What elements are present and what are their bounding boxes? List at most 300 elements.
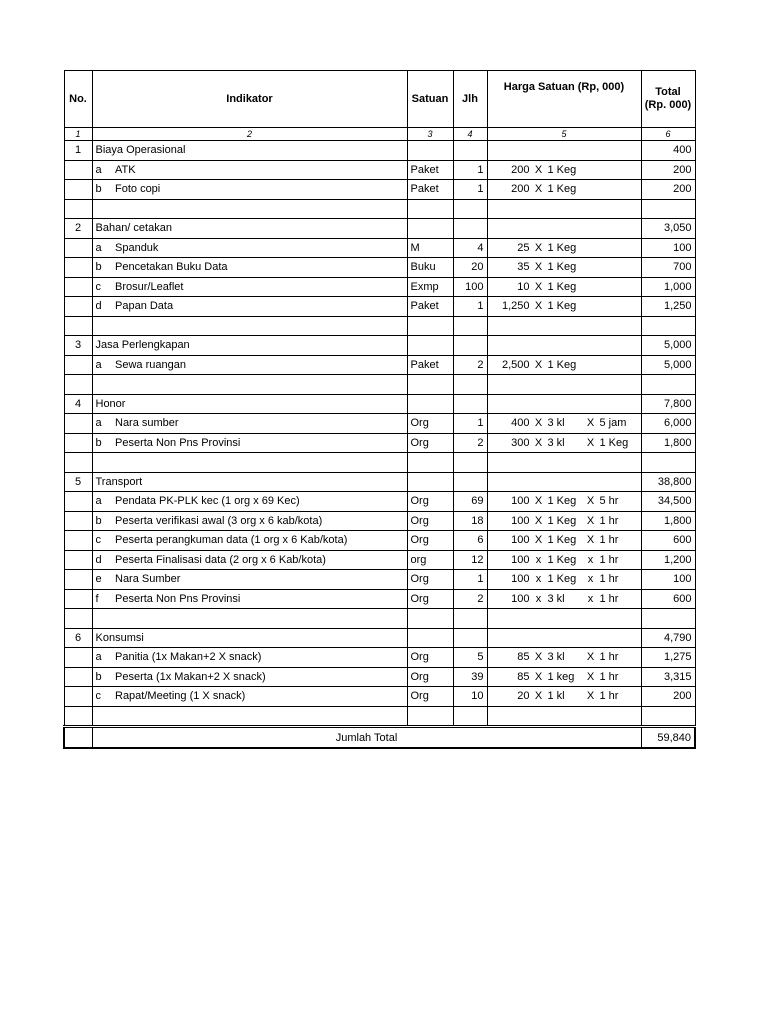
number-cell <box>64 258 92 278</box>
category-row <box>64 336 695 356</box>
item-row <box>64 667 695 687</box>
item-multiplier-2: x <box>587 592 594 605</box>
item-multiplier-2: X <box>586 514 595 527</box>
item-satuan: Paket <box>407 180 453 200</box>
category-total: 4,790 <box>641 628 695 648</box>
category-row <box>64 219 695 239</box>
item-harga-satuan <box>487 258 641 278</box>
colnum-3: 3 <box>407 128 453 141</box>
item-total: 6,000 <box>641 414 695 434</box>
item-total: 1,000 <box>641 277 695 297</box>
category-name: Honor <box>92 394 407 414</box>
item-price: 85 <box>517 651 530 664</box>
item-total: 1,250 <box>641 297 695 317</box>
item-letter: d <box>92 550 112 570</box>
item-name: Nara sumber <box>112 414 407 434</box>
item-duration: 1 Keg <box>599 436 629 449</box>
blank-cell <box>407 609 453 629</box>
item-satuan: Paket <box>407 160 453 180</box>
item-multiplier: X <box>534 163 543 176</box>
item-jlh: 20 <box>453 258 487 278</box>
item-harga-satuan <box>487 355 641 375</box>
item-duration: 1 hr <box>599 690 619 703</box>
item-multiplier: X <box>534 690 543 703</box>
harga-cell <box>487 219 641 239</box>
item-multiplier: x <box>535 553 542 566</box>
jlh-cell <box>453 336 487 356</box>
item-duration: 1 hr <box>599 534 619 547</box>
item-quantity: 1 Keg <box>547 280 577 293</box>
colnum-6: 6 <box>641 128 695 141</box>
category-name: Konsumsi <box>92 628 407 648</box>
item-multiplier-2: X <box>586 436 595 449</box>
item-letter: b <box>92 433 112 453</box>
number-cell <box>64 667 92 687</box>
item-multiplier: X <box>534 261 543 274</box>
item-price: 1,250 <box>501 300 530 313</box>
jlh-cell <box>453 219 487 239</box>
item-quantity: 1 Keg <box>547 261 577 274</box>
item-total: 1,275 <box>641 648 695 668</box>
item-jlh: 4 <box>453 238 487 258</box>
blank-row <box>64 375 695 395</box>
item-duration: 1 hr <box>599 670 619 683</box>
blank-cell <box>407 706 453 727</box>
blank-cell <box>64 609 92 629</box>
item-multiplier-2: X <box>586 417 595 430</box>
blank-row <box>64 706 695 727</box>
item-harga-satuan <box>487 297 641 317</box>
item-jlh: 18 <box>453 511 487 531</box>
category-number: 3 <box>64 336 92 356</box>
item-name: Peserta Non Pns Provinsi <box>112 433 407 453</box>
item-letter: c <box>92 531 112 551</box>
item-name: Brosur/Leaflet <box>112 277 407 297</box>
item-row <box>64 550 695 570</box>
harga-cell <box>487 628 641 648</box>
item-satuan: Buku <box>407 258 453 278</box>
header-no: No. <box>64 71 92 128</box>
table-body <box>64 141 695 727</box>
item-price: 100 <box>511 553 530 566</box>
number-cell <box>64 687 92 707</box>
item-satuan: Org <box>407 492 453 512</box>
category-number: 6 <box>64 628 92 648</box>
item-duration: 1 hr <box>599 553 619 566</box>
harga-cell <box>487 141 641 161</box>
item-letter: b <box>92 511 112 531</box>
blank-cell <box>453 609 487 629</box>
category-total: 3,050 <box>641 219 695 239</box>
grand-total-label: Jumlah Total <box>92 727 641 749</box>
item-harga-satuan <box>487 589 641 609</box>
item-duration: 1 hr <box>599 651 619 664</box>
item-multiplier-2: x <box>587 573 594 586</box>
item-name: Foto copi <box>112 180 407 200</box>
blank-cell <box>64 453 92 473</box>
item-multiplier-2: X <box>586 670 595 683</box>
number-cell <box>64 414 92 434</box>
item-multiplier: x <box>535 573 542 586</box>
number-cell <box>64 160 92 180</box>
item-jlh: 2 <box>453 589 487 609</box>
number-cell <box>64 180 92 200</box>
item-multiplier-2: X <box>586 651 595 664</box>
total-spacer-cell <box>64 727 92 749</box>
item-quantity: 1 Keg <box>547 534 577 547</box>
item-satuan: Org <box>407 414 453 434</box>
blank-cell <box>64 706 92 727</box>
item-multiplier-2: X <box>586 495 595 508</box>
item-letter: c <box>92 277 112 297</box>
category-row <box>64 394 695 414</box>
item-jlh: 12 <box>453 550 487 570</box>
number-cell <box>64 570 92 590</box>
item-multiplier: x <box>535 592 542 605</box>
item-name: Pendata PK-PLK kec (1 org x 69 Kec) <box>112 492 407 512</box>
item-multiplier: X <box>534 417 543 430</box>
item-harga-satuan <box>487 238 641 258</box>
item-quantity: 1 Keg <box>547 241 577 254</box>
item-price: 300 <box>511 436 530 449</box>
jlh-cell <box>453 472 487 492</box>
item-jlh: 39 <box>453 667 487 687</box>
item-letter: d <box>92 297 112 317</box>
blank-cell <box>641 609 695 629</box>
blank-cell <box>641 706 695 727</box>
jlh-cell <box>453 628 487 648</box>
item-name: ATK <box>112 160 407 180</box>
item-letter: f <box>92 589 112 609</box>
header-row <box>64 71 695 128</box>
item-letter: b <box>92 180 112 200</box>
item-row <box>64 570 695 590</box>
blank-cell <box>407 199 453 219</box>
blank-cell <box>453 316 487 336</box>
item-row <box>64 160 695 180</box>
item-total: 200 <box>641 180 695 200</box>
item-satuan: Org <box>407 570 453 590</box>
item-name: Peserta verifikasi awal (3 org x 6 kab/kota) <box>112 511 407 531</box>
item-quantity: 1 Keg <box>547 163 577 176</box>
item-multiplier: X <box>534 358 543 371</box>
item-quantity: 1 Keg <box>547 514 577 527</box>
item-name: Spanduk <box>112 238 407 258</box>
item-name: Rapat/Meeting (1 X snack) <box>112 687 407 707</box>
item-satuan: Paket <box>407 297 453 317</box>
header-satuan: Satuan <box>407 71 453 128</box>
item-jlh: 1 <box>453 180 487 200</box>
category-name: Biaya Operasional <box>92 141 407 161</box>
header-jlh: Jlh <box>453 71 487 128</box>
item-multiplier: X <box>534 670 543 683</box>
header-total: Total (Rp. 000) <box>641 71 695 128</box>
blank-cell <box>92 316 407 336</box>
item-price: 10 <box>517 280 530 293</box>
item-duration: 5 hr <box>599 495 619 508</box>
number-cell <box>64 550 92 570</box>
category-total: 400 <box>641 141 695 161</box>
category-number: 2 <box>64 219 92 239</box>
item-duration: 1 hr <box>599 514 619 527</box>
item-harga-satuan <box>487 160 641 180</box>
item-letter: a <box>92 648 112 668</box>
item-duration: 1 hr <box>599 592 619 605</box>
item-row <box>64 648 695 668</box>
colnum-1: 1 <box>64 128 92 141</box>
blank-row <box>64 609 695 629</box>
blank-cell <box>487 609 641 629</box>
item-multiplier: X <box>534 241 543 254</box>
item-quantity: 3 kl <box>547 436 565 449</box>
item-harga-satuan <box>487 687 641 707</box>
item-total: 700 <box>641 258 695 278</box>
item-name: Papan Data <box>112 297 407 317</box>
item-harga-satuan <box>487 570 641 590</box>
item-row <box>64 355 695 375</box>
blank-cell <box>453 375 487 395</box>
item-letter: a <box>92 238 112 258</box>
item-harga-satuan <box>487 667 641 687</box>
satuan-cell <box>407 219 453 239</box>
blank-cell <box>407 453 453 473</box>
item-harga-satuan <box>487 433 641 453</box>
item-harga-satuan <box>487 180 641 200</box>
item-quantity: 1 kl <box>547 690 565 703</box>
blank-cell <box>92 199 407 219</box>
item-jlh: 2 <box>453 355 487 375</box>
jlh-cell <box>453 394 487 414</box>
item-multiplier-2: X <box>586 690 595 703</box>
item-quantity: 1 Keg <box>547 183 577 196</box>
item-letter: a <box>92 160 112 180</box>
category-name: Transport <box>92 472 407 492</box>
item-quantity: 1 Keg <box>547 553 577 566</box>
header-indikator: Indikator <box>92 71 407 128</box>
jlh-cell <box>453 141 487 161</box>
item-price: 20 <box>517 690 530 703</box>
item-jlh: 1 <box>453 297 487 317</box>
item-multiplier: X <box>534 300 543 313</box>
category-row <box>64 141 695 161</box>
grand-total-value: 59,840 <box>641 727 695 749</box>
item-total: 1,200 <box>641 550 695 570</box>
item-jlh: 10 <box>453 687 487 707</box>
number-cell <box>64 433 92 453</box>
item-quantity: 3 kl <box>547 417 565 430</box>
harga-cell <box>487 394 641 414</box>
item-row <box>64 180 695 200</box>
item-total: 5,000 <box>641 355 695 375</box>
item-total: 1,800 <box>641 511 695 531</box>
blank-cell <box>64 375 92 395</box>
category-row <box>64 628 695 648</box>
item-total: 200 <box>641 160 695 180</box>
item-price: 400 <box>511 417 530 430</box>
item-total: 3,315 <box>641 667 695 687</box>
number-cell <box>64 648 92 668</box>
number-cell <box>64 589 92 609</box>
item-letter: b <box>92 258 112 278</box>
item-name: Peserta perangkuman data (1 org x 6 Kab/kota) <box>112 531 407 551</box>
item-row <box>64 589 695 609</box>
number-cell <box>64 492 92 512</box>
category-name: Bahan/ cetakan <box>92 219 407 239</box>
category-total: 38,800 <box>641 472 695 492</box>
item-price: 200 <box>511 163 530 176</box>
item-satuan: Org <box>407 589 453 609</box>
blank-cell <box>641 375 695 395</box>
blank-cell <box>487 453 641 473</box>
blank-cell <box>407 375 453 395</box>
item-total: 34,500 <box>641 492 695 512</box>
item-jlh: 1 <box>453 160 487 180</box>
blank-cell <box>487 199 641 219</box>
blank-row <box>64 316 695 336</box>
item-jlh: 1 <box>453 414 487 434</box>
item-price: 100 <box>511 534 530 547</box>
item-duration: 5 jam <box>599 417 627 430</box>
category-total: 5,000 <box>641 336 695 356</box>
blank-cell <box>64 316 92 336</box>
number-cell <box>64 238 92 258</box>
item-row <box>64 238 695 258</box>
satuan-cell <box>407 141 453 161</box>
item-quantity: 1 Keg <box>547 358 577 371</box>
item-total: 600 <box>641 589 695 609</box>
blank-cell <box>407 316 453 336</box>
item-price: 2,500 <box>501 358 530 371</box>
blank-cell <box>641 453 695 473</box>
item-multiplier-2: x <box>587 553 594 566</box>
item-jlh: 100 <box>453 277 487 297</box>
item-quantity: 1 Keg <box>547 495 577 508</box>
item-quantity: 1 keg <box>547 670 575 683</box>
item-satuan: M <box>407 238 453 258</box>
column-number-row <box>64 128 695 141</box>
item-duration: 1 hr <box>599 573 619 586</box>
category-number: 5 <box>64 472 92 492</box>
item-satuan: Org <box>407 531 453 551</box>
item-price: 100 <box>511 592 530 605</box>
item-row <box>64 297 695 317</box>
blank-cell <box>92 375 407 395</box>
item-row <box>64 531 695 551</box>
blank-cell <box>64 199 92 219</box>
number-cell <box>64 511 92 531</box>
item-total: 600 <box>641 531 695 551</box>
item-multiplier: X <box>534 495 543 508</box>
item-quantity: 1 Keg <box>547 300 577 313</box>
item-letter: e <box>92 570 112 590</box>
colnum-2: 2 <box>92 128 407 141</box>
blank-cell <box>453 706 487 727</box>
item-jlh: 5 <box>453 648 487 668</box>
number-cell <box>64 277 92 297</box>
item-jlh: 69 <box>453 492 487 512</box>
harga-cell <box>487 472 641 492</box>
category-number: 1 <box>64 141 92 161</box>
item-price: 100 <box>511 514 530 527</box>
satuan-cell <box>407 394 453 414</box>
item-name: Peserta Finalisasi data (2 org x 6 Kab/kota) <box>112 550 407 570</box>
satuan-cell <box>407 336 453 356</box>
item-letter: b <box>92 667 112 687</box>
item-letter: a <box>92 414 112 434</box>
item-letter: a <box>92 492 112 512</box>
item-satuan: Org <box>407 648 453 668</box>
blank-cell <box>453 199 487 219</box>
blank-cell <box>92 706 407 727</box>
item-harga-satuan <box>487 277 641 297</box>
item-price: 25 <box>517 241 530 254</box>
item-row <box>64 414 695 434</box>
item-harga-satuan <box>487 414 641 434</box>
item-jlh: 1 <box>453 570 487 590</box>
item-name: Nara Sumber <box>112 570 407 590</box>
item-multiplier: X <box>534 280 543 293</box>
colnum-5: 5 <box>487 128 641 141</box>
item-name: Peserta (1x Makan+2 X snack) <box>112 667 407 687</box>
item-satuan: Exmp <box>407 277 453 297</box>
number-cell <box>64 355 92 375</box>
item-jlh: 6 <box>453 531 487 551</box>
category-row <box>64 472 695 492</box>
category-number: 4 <box>64 394 92 414</box>
item-quantity: 3 kl <box>547 651 565 664</box>
item-harga-satuan <box>487 531 641 551</box>
item-satuan: Org <box>407 667 453 687</box>
item-multiplier: X <box>534 183 543 196</box>
category-name: Jasa Perlengkapan <box>92 336 407 356</box>
category-total: 7,800 <box>641 394 695 414</box>
blank-cell <box>487 316 641 336</box>
item-satuan: Org <box>407 511 453 531</box>
number-cell <box>64 531 92 551</box>
blank-cell <box>487 706 641 727</box>
item-total: 1,800 <box>641 433 695 453</box>
item-total: 100 <box>641 570 695 590</box>
item-letter: a <box>92 355 112 375</box>
number-cell <box>64 297 92 317</box>
item-harga-satuan <box>487 648 641 668</box>
item-multiplier: X <box>534 514 543 527</box>
item-satuan: Paket <box>407 355 453 375</box>
item-satuan: Org <box>407 433 453 453</box>
item-multiplier-2: X <box>586 534 595 547</box>
item-price: 100 <box>511 573 530 586</box>
satuan-cell <box>407 472 453 492</box>
satuan-cell <box>407 628 453 648</box>
item-total: 100 <box>641 238 695 258</box>
item-quantity: 1 Keg <box>547 573 577 586</box>
item-name: Sewa ruangan <box>112 355 407 375</box>
item-row <box>64 433 695 453</box>
budget-table <box>63 70 696 749</box>
blank-cell <box>92 453 407 473</box>
item-harga-satuan <box>487 550 641 570</box>
item-total: 200 <box>641 687 695 707</box>
item-multiplier: X <box>534 436 543 449</box>
blank-cell <box>641 316 695 336</box>
item-row <box>64 492 695 512</box>
item-harga-satuan <box>487 492 641 512</box>
blank-row <box>64 453 695 473</box>
header-harga-satuan: Harga Satuan (Rp, 000) <box>487 71 641 128</box>
item-letter: c <box>92 687 112 707</box>
item-multiplier: X <box>534 534 543 547</box>
item-row <box>64 258 695 278</box>
